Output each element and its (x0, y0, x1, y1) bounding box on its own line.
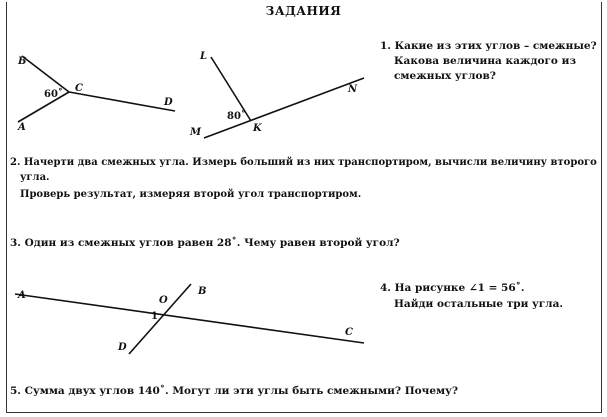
fig1-ray-cd (69, 92, 175, 111)
fig3-label-d: D (118, 342, 127, 353)
task1-line3: смежных углов? (394, 70, 496, 82)
task4-line1: 4. На рисунке ∠1 = 56˚. (380, 282, 525, 294)
fig3-label-c: C (345, 327, 353, 338)
fig2-label-k: K (253, 123, 262, 134)
fig3-label-a: A (18, 290, 26, 301)
task4-line2: Найди остальные три угла. (394, 298, 564, 310)
fig3-label-one: 1 (151, 311, 158, 322)
task2-line2: угла. (20, 172, 50, 183)
fig3-line-ac (15, 294, 364, 343)
task3-line1: 3. Один из смежных углов равен 28˚. Чему равен второй угол? (10, 237, 400, 249)
page-title: ЗАДАНИЯ (265, 4, 342, 18)
fig2-label-l: L (200, 51, 208, 62)
task1-line2: Какова величина каждого из (394, 55, 577, 67)
fig2-angle: 80˚ (227, 111, 246, 122)
fig1-angle: 60˚ (44, 89, 63, 100)
task2-line3: Проверь результат, измеряя второй угол транспортиром. (20, 189, 362, 200)
fig2-line-mn (204, 78, 364, 138)
fig3-label-b: B (198, 286, 207, 297)
task5-line1: 5. Сумма двух углов 140˚. Могут ли эти углы быть смежными? Почему? (10, 385, 459, 397)
fig2-label-m: M (190, 127, 202, 138)
fig3-label-o: O (159, 295, 168, 306)
fig2-label-n: N (348, 84, 358, 95)
fig1-ray-cb (22, 56, 69, 92)
fig1-label-c: C (75, 83, 83, 94)
task1-line1: 1. Какие из этих углов – смежные? (380, 40, 597, 52)
fig1-label-b: B (18, 56, 27, 67)
task2-line1: 2. Начерти два смежных угла. Измерь больший из них транспортиром, вычисли величину второго (10, 157, 597, 168)
fig1-label-d: D (164, 97, 173, 108)
fig1-label-a: A (18, 122, 26, 133)
